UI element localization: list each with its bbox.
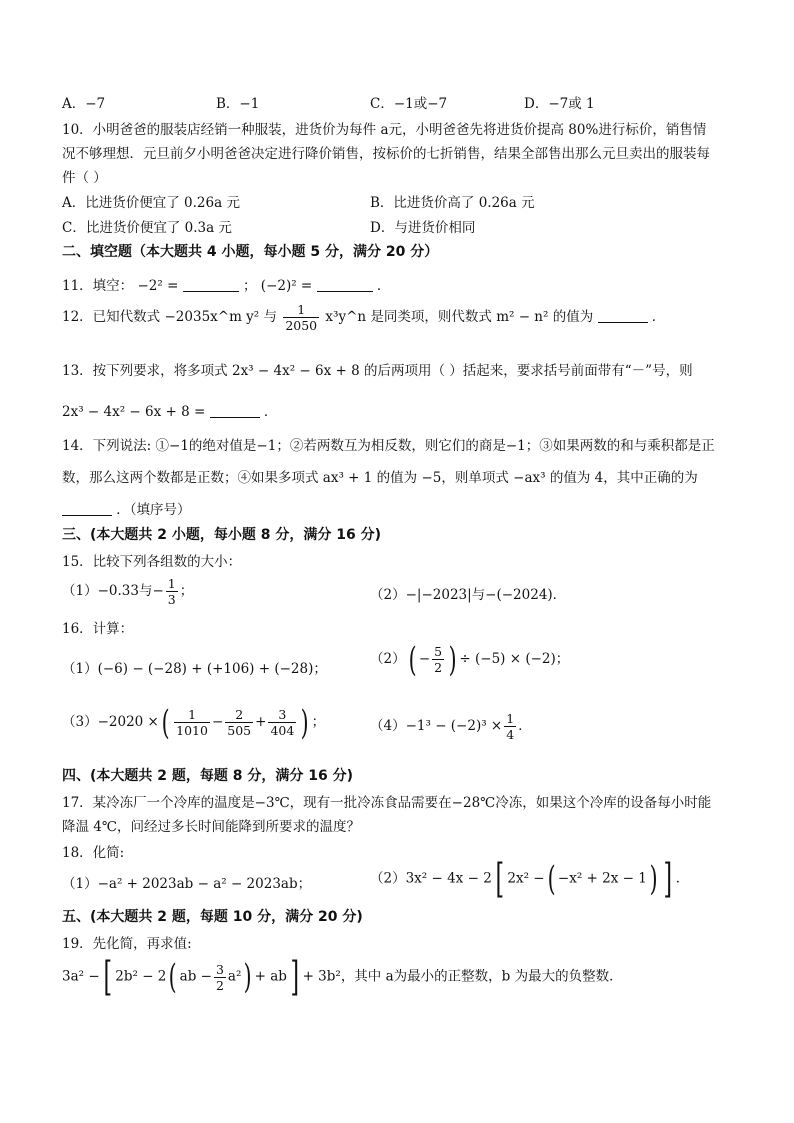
q14-text-c: 的值为 4，其中正确的为: [549, 470, 698, 486]
q15-part1: [62, 576, 193, 607]
q15-part2: （2）−|−2023|与−(−2024)．: [370, 587, 567, 603]
q18-p2-end: ．: [675, 870, 690, 887]
q9-option-c: C．−1或−7: [370, 96, 448, 112]
q12-monomial1: −2035x^m y²: [164, 309, 260, 325]
q16-p4-end: ．: [518, 718, 532, 734]
section-4-heading: 四、(本大题共 2 题，每题 8 分，满分 16 分): [62, 768, 354, 784]
q18-part2: （2）3x² − 4x − 2[ 2x² −( −x² + 2x − 1) ] ．: [370, 856, 690, 902]
q16-p4-fraction: $\frac{1}{4}$: [506, 711, 515, 742]
q10-option-c: C．比进货价便宜了 0.3a 元: [62, 220, 232, 236]
q12-prefix: 12．已知代数式: [62, 309, 161, 325]
q12-fraction: $\frac{1}{2050}$: [285, 302, 318, 333]
q10-option-d: D．与进货价相同: [370, 220, 476, 236]
q12-rest: 是同类项，则代数式: [370, 309, 492, 325]
q14-expr1: ax³ + 1: [322, 470, 373, 486]
q19-expression: 3a² −[ 2b² − 2( ab − $\frac{3}{2}$ a²) + ab] + 3b²，其中 a为最小的正整数，b 为最大的负整数．: [62, 954, 623, 1000]
q14-line3: [62, 498, 191, 518]
q11-expr2: (−2)² =: [260, 278, 313, 294]
q11-expr1: −2² =: [137, 278, 179, 294]
q18-p2-text-c: −x² + 2x − 1: [557, 870, 647, 887]
q16-part3: （3）−2020 ×( $\frac{1}{1010}$ − $\frac{2}{505}$ + $\frac{3}{404}$ ) ；: [62, 702, 326, 743]
q10-option-b: B．比进货价高了 0.26a 元: [370, 195, 535, 211]
q16-p2-rest: ÷ (−5) × (−2)；: [459, 651, 570, 667]
q19-expr-a: 3a² −: [62, 968, 100, 985]
q9-option-a: A．−7: [62, 96, 106, 112]
q19-fraction: $\frac{3}{2}$: [215, 961, 224, 993]
q12-end: ．: [651, 309, 666, 325]
q13-text-b: 的后两项用（ ）括起来，要求括号前面带有“－”号，则: [363, 363, 693, 379]
q14-blank[interactable]: [62, 503, 112, 516]
q14-line1: 14．下列说法: ①−1的绝对值是−1；②若两数互为相反数，则它们的商是−1；③如果两数的和与乘积都是正: [62, 438, 715, 454]
q16-p3-frac1: $\frac{1}{1010}$: [176, 707, 208, 738]
q12-mid: 与: [263, 309, 278, 325]
q15-title: 15．比较下列各组数的大小：: [62, 554, 242, 570]
q19-expr-b: 2b² − 2: [115, 968, 167, 985]
q13-text-a: 13．按下列要求，将多项式: [62, 363, 228, 379]
q19-expr-f: + 3b²: [302, 968, 341, 985]
q19-expr-e: + ab: [254, 968, 287, 985]
q13-line1: [62, 359, 693, 379]
q10-line2: 况不够理想．元旦前夕小明爸爸决定进行降价销售，按标价的七折销售，结果全部售出那么元旦卖出的服装每: [62, 146, 710, 162]
q10-line1: 10．小明爸爸的服装店经销一种服装，进货价为每件 a元，小明爸爸先将进货价提高 80%进行标价，销售情: [62, 122, 707, 138]
q13-line2: [62, 400, 277, 420]
q17-line1: 17．某冷冻厂一个冷库的温度是−3℃，现有一批冷冻食品需要在−28℃冷冻，如果这个冷库的设备每小时能: [62, 795, 712, 811]
q10-option-a: A．比进货价便宜了 0.26a 元: [62, 195, 240, 211]
q15-p1-end: ；: [179, 583, 194, 599]
q14-expr2: −ax³: [513, 470, 546, 486]
q16-part2: （2）( − $\frac{5}{2}$ ) ÷ (−5) × (−2)；: [370, 639, 570, 680]
q16-p4-text: （4）−1³ − (−2)³ ×: [370, 718, 503, 734]
q12-blank[interactable]: [598, 310, 648, 323]
q12-expr: m² − n²: [496, 309, 549, 325]
q14-tail: ．（填序号）: [116, 502, 191, 518]
q11-prefix: 11．填空：: [62, 278, 134, 294]
q18-title: 18．化简:: [62, 845, 125, 861]
q14-text-b: 的值为 −5，则单项式: [376, 470, 509, 486]
q16-p2-fraction: $\frac{5}{2}$: [434, 644, 443, 675]
q10-line3: 件（ ）: [62, 170, 107, 186]
q14-line2: [62, 466, 698, 486]
q12-tail: 的值为: [552, 309, 594, 325]
q16-part1: （1）(−6) − (−28) + (+106) + (−28)；: [62, 661, 327, 677]
q17-line2: 降温 4℃，问经过多长时间能降到所要求的温度？: [62, 819, 360, 835]
q11-blank2[interactable]: [317, 279, 373, 292]
q11: [62, 274, 390, 294]
q11-end: ．: [376, 278, 391, 294]
q16-title: 16．计算：: [62, 621, 134, 637]
q11-blank1[interactable]: [183, 279, 239, 292]
q13-poly: 2x³ − 4x² − 6x + 8: [231, 363, 360, 379]
section-3-heading: 三、(本大题共 2 小题，每小题 8 分，满分 16 分): [62, 527, 382, 543]
q18-p2-text-a: （2）3x² − 4x − 2: [370, 870, 492, 887]
q14-text-a: 数，那么这两个数都是正数；④如果多项式: [62, 470, 319, 486]
q19-title: 19．先化简，再求值:: [62, 936, 192, 952]
q11-sep: ；: [243, 278, 257, 294]
q12: [62, 302, 665, 333]
section-5-heading: 五、(本大题共 2 题，每题 10 分，满分 20 分): [62, 909, 363, 925]
q16-p2-label: （2）: [370, 651, 406, 667]
q16-part4: [370, 711, 532, 742]
q13-blank[interactable]: [210, 405, 260, 418]
q16-p3-frac2: $\frac{2}{505}$: [227, 707, 252, 738]
q15-p1-fraction: $\frac{1}{3}$: [167, 576, 176, 607]
q16-p3-label: （3）−2020 ×: [62, 714, 159, 730]
q16-p3-frac3: $\frac{3}{404}$: [270, 707, 295, 738]
q18-p2-text-b: 2x² −: [507, 870, 545, 887]
q13-expr: 2x³ − 4x² − 6x + 8 =: [62, 404, 206, 420]
q19-expr-d: a²: [227, 968, 242, 985]
q19-condition: ，其中 a为最小的正整数，b 为最大的负整数．: [340, 968, 623, 985]
q19-expr-c: ab −: [179, 968, 212, 985]
q13-end: ．: [263, 404, 278, 420]
q18-part1: （1）−a² + 2023ab − a² − 2023ab；: [62, 876, 312, 892]
q15-p1-text: （1）−0.33与−: [62, 583, 164, 599]
q12-monomial2: x³y^n: [325, 309, 367, 325]
section-2-heading: 二、填空题（本大题共 4 小题，每小题 5 分，满分 20 分）: [62, 244, 439, 260]
q9-option-b: B．−1: [216, 96, 260, 112]
q16-p3-end: ；: [311, 714, 326, 730]
q9-option-d: D．−7或 1: [524, 96, 595, 112]
